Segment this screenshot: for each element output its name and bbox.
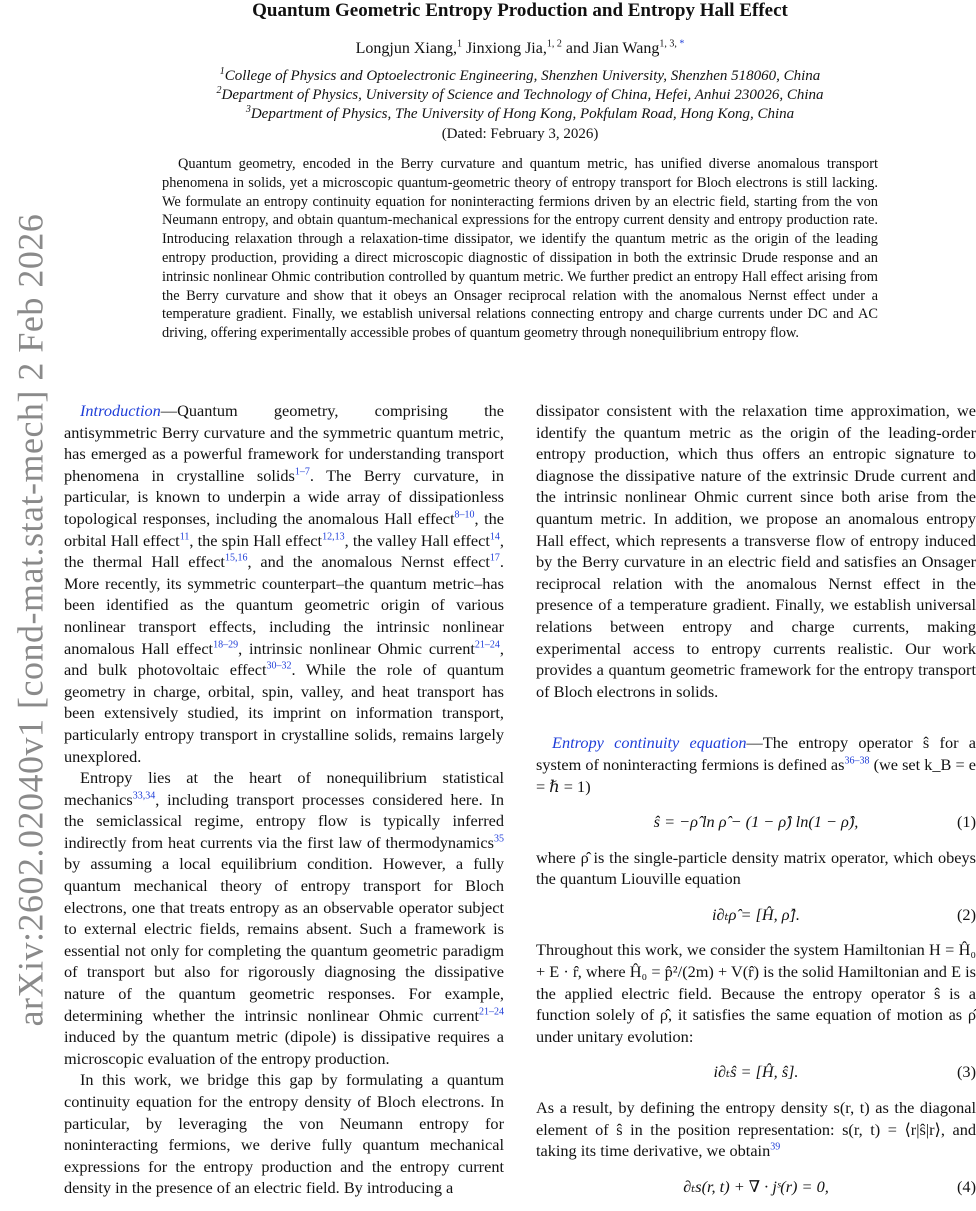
section-heading-entropy-continuity: Entropy continuity equation bbox=[552, 733, 747, 753]
citation-link[interactable]: 17 bbox=[489, 552, 500, 564]
equation-number: (3) bbox=[957, 1062, 976, 1082]
citation-link[interactable]: 33,34 bbox=[132, 790, 156, 802]
citation-link[interactable]: 8–10 bbox=[454, 509, 475, 521]
body-paragraph: As a result, by defining the entropy density s(r, t) as the diagonal element of ŝ in the position representation: s(r, t) = ⟨r|ŝ|r⟩, and taking its time derivative, we obtain$^{39}$ bbox=[536, 1098, 976, 1161]
affiliation: $^3$Department of Physics, The University of Hong Kong, Pokfulam Road, Hong Kong, China bbox=[245, 104, 795, 122]
citation-link[interactable]: 21–24 bbox=[479, 1006, 504, 1018]
paper-title: Quantum Geometric Entropy Production and Entropy Hall Effect bbox=[252, 0, 788, 21]
citation-link[interactable]: 18–29 bbox=[213, 639, 239, 651]
equation-number: (1) bbox=[957, 812, 976, 832]
dated-line: (Dated: February 3, 2026) bbox=[441, 126, 599, 142]
citation-link[interactable]: 1–7 bbox=[294, 466, 310, 478]
citation-link[interactable]: 36–38 bbox=[844, 755, 870, 767]
arxiv-id: arXiv:2602.02040v1 [cond-mat.stat-mech] 2 Feb 2026 bbox=[10, 213, 50, 1027]
body-paragraph: dissipator consistent with the relaxation time approximation, we identify the quantum metric as the origin of the leading-order entropy production, which thus offers an entropic signature to diagnose the dissipative nature of the extrinsic Drude current and the intrinsic nonlinear Ohmic current since both arise from the quantum metric. In addition, we propose an anomalous entropy Hall effect, which represents a transverse flow of entropy induced by the Berry curvature in an electric field and satisfies an Onsager reciprocal relation with the anomalous Nernst effect in the presence of a temperature gradient. Finally, we establish universal relations between entropy and charge currents, making experimental access to entropy currents realistic. Our work provides a quantum geometric framework for the entropy transport of Bloch electrons in solids. bbox=[536, 401, 976, 701]
citation-link[interactable]: 21–24 bbox=[474, 639, 500, 651]
equation-4: ∂ₜs(r, t) + ∇ · jˢ(r) = 0, (4) bbox=[683, 1176, 976, 1196]
citation-link[interactable]: 12,13 bbox=[322, 531, 345, 543]
equation-number: (4) bbox=[957, 1176, 976, 1196]
body-paragraph: where ρ̂ is the single-particle density matrix operator, which obeys the quantum Liouville equation bbox=[536, 847, 976, 889]
citation-link[interactable]: 35 bbox=[494, 833, 504, 845]
abstract: Quantum geometry, encoded in the Berry curvature and quantum metric, has unified diverse anomalous transport phenomena in solids, yet a microscopic quantum-geometric theory of entropy transport for Bloch electrons is still lacking. We formulate an entropy continuity equation for noninteracting fermions driven by an electric field, starting from the von Neumann entropy, and obtain quantum-mechanical expressions for the entropy current density and entropy production rate. Introducing relaxation through a relaxation-time dissipator, we identify the quantum metric as the origin of the leading entropy production, providing a direct microscopic diagnostic of dissipation in both the extrinsic Drude response and an intrinsic nonlinear Ohmic contribution controlled by quantum metric. We further predict an entropy Hall effect arising from the Berry curvature and show that it obeys an Onsager reciprocal relation with the anomalous Nernst effect under a temperature gradient. Finally, we establish universal relations connecting entropy and charge currents under DC and AC driving, offering experimentally accessible probes of quantum geometry through nonequilibrium entropy flow. bbox=[162, 156, 878, 342]
body-paragraph: In this work, we bridge this gap by formulating a quantum continuity equation for the entropy density of Bloch electrons. In particular, by leveraging the von Neumann entropy for noninteracting fermions, we derive fully quantum mechanical expressions for the entropy production and the entropy current density in the presence of an electric field. By introducing a bbox=[64, 1070, 504, 1198]
body-paragraph: Throughout this work, we consider the system Hamiltonian H = Ĥ₀ + E · r̂, where Ĥ₀ = p̂²/(2m) + V(r̂) is the solid Hamiltonian and E is the applied electric field. Because the entropy operator ŝ is a function solely of ρ̂, it satisfies the same equation of motion as ρ̂ under unitary evolution: bbox=[536, 940, 976, 1046]
equation-3: i∂ₜŝ = [Ĥ, ŝ]. (3) bbox=[713, 1062, 976, 1082]
equation-number: (2) bbox=[957, 904, 976, 924]
intro-paragraph: Introduction—Quantum geometry, comprising the antisymmetric Berry curvature and the symmetric quantum metric, has emerged as a powerful framework for understanding transport phenomena in crystalline solids$^{1-7}$. The Berry curvature, in particular, is known to underpin a wide array of dissipationless topological responses, including the anomalous Hall effect$^{8-10}$, the orbital Hall effect$^{11}$, the spin Hall effect$^{12,13}$, the valley Hall effect$^{14}$, the thermal Hall effect$^{15,16}$, and the anomalous Nernst effect$^{17}$. More recently, its symmetric counterpart–the quantum metric–has been identified as the quantum geometric origin of various nonlinear transport effects, including the intrinsic nonlinear anomalous Hall effect$^{18-29}$, intrinsic nonlinear Ohmic current$^{21-24}$, and bulk photovoltaic effect$^{30-32}$. While the role of quantum geometry in charge, orbital, spin, valley, and heat transport has been extensively studied, its imprint on information transport, particularly entropy transport in crystalline solids, remains largely unexplored. bbox=[64, 401, 505, 766]
equation-1: ŝ = −ρ̂ ln ρ̂ − (1 − ρ̂) ln(1 − ρ̂), (1) bbox=[653, 812, 976, 832]
citation-link[interactable]: 14 bbox=[489, 531, 500, 543]
author-name: Jinxiong Jia, bbox=[461, 40, 547, 57]
right-column bbox=[536, 400, 976, 1211]
affiliation: $^1$College of Physics and Optoelectronic Engineering, Shenzhen University, Shenzhen 518060, China bbox=[219, 66, 821, 84]
citation-link[interactable]: 11 bbox=[179, 531, 190, 543]
citation-link[interactable]: 30–32 bbox=[266, 660, 292, 672]
left-column bbox=[64, 400, 504, 1199]
body-paragraph: Entropy continuity equation—The entropy operator ŝ for a system of noninteracting fermions is defined $as^{36-38}$ (we set k_B = e = ℏ = 1) bbox=[536, 733, 976, 796]
affiliation: $^2$Department of Physics, University of Science and Technology of China, Hefei, Anhui 230026, China bbox=[216, 85, 824, 103]
citation-link[interactable]: 15,16 bbox=[224, 552, 248, 564]
corresponding-author-link[interactable]: * bbox=[679, 38, 685, 50]
author-name: and Jian Wang bbox=[561, 40, 660, 57]
body-paragraph: Entropy lies at the heart of nonequilibrium statistical mechanics$^{33,34}$, including transport processes considered here. In the semiclassical regime, entropy flow is typically inferred indirectly from heat currents via the first law of thermodynamics$^{35}$ by assuming a local equilibrium condition. However, a fully quantum mechanical theory of entropy transport for Bloch electrons, one that treats entropy as an observable operator subject to external electric fields, remains absent. Such a framework is essential not only for completing the quantum geometric paradigm of transport but also for rigorously diagnosing the dissipative nature of the quantum geometric responses. For example, determining whether the intrinsic nonlinear Ohmic current$^{21-24}$ induced by the quantum metric (dipole) is dissipative requires a microscopic evaluation of the entropy production. bbox=[64, 768, 504, 1068]
section-heading-introduction: Introduction bbox=[80, 401, 161, 420]
citation-link[interactable]: 39 bbox=[770, 1141, 781, 1153]
author-list: Longjun Xiang,$^1$ Jinxiong Jia,$^{1, 2}$ and Jian Wang$^{1, 3, *}$ bbox=[355, 38, 685, 57]
equation-2: i∂ₜρ̂ = [Ĥ, ρ̂]. (2) bbox=[712, 904, 976, 924]
author-name: Longjun Xiang, bbox=[355, 40, 457, 57]
arxiv-stamp bbox=[0, 40, 60, 1200]
